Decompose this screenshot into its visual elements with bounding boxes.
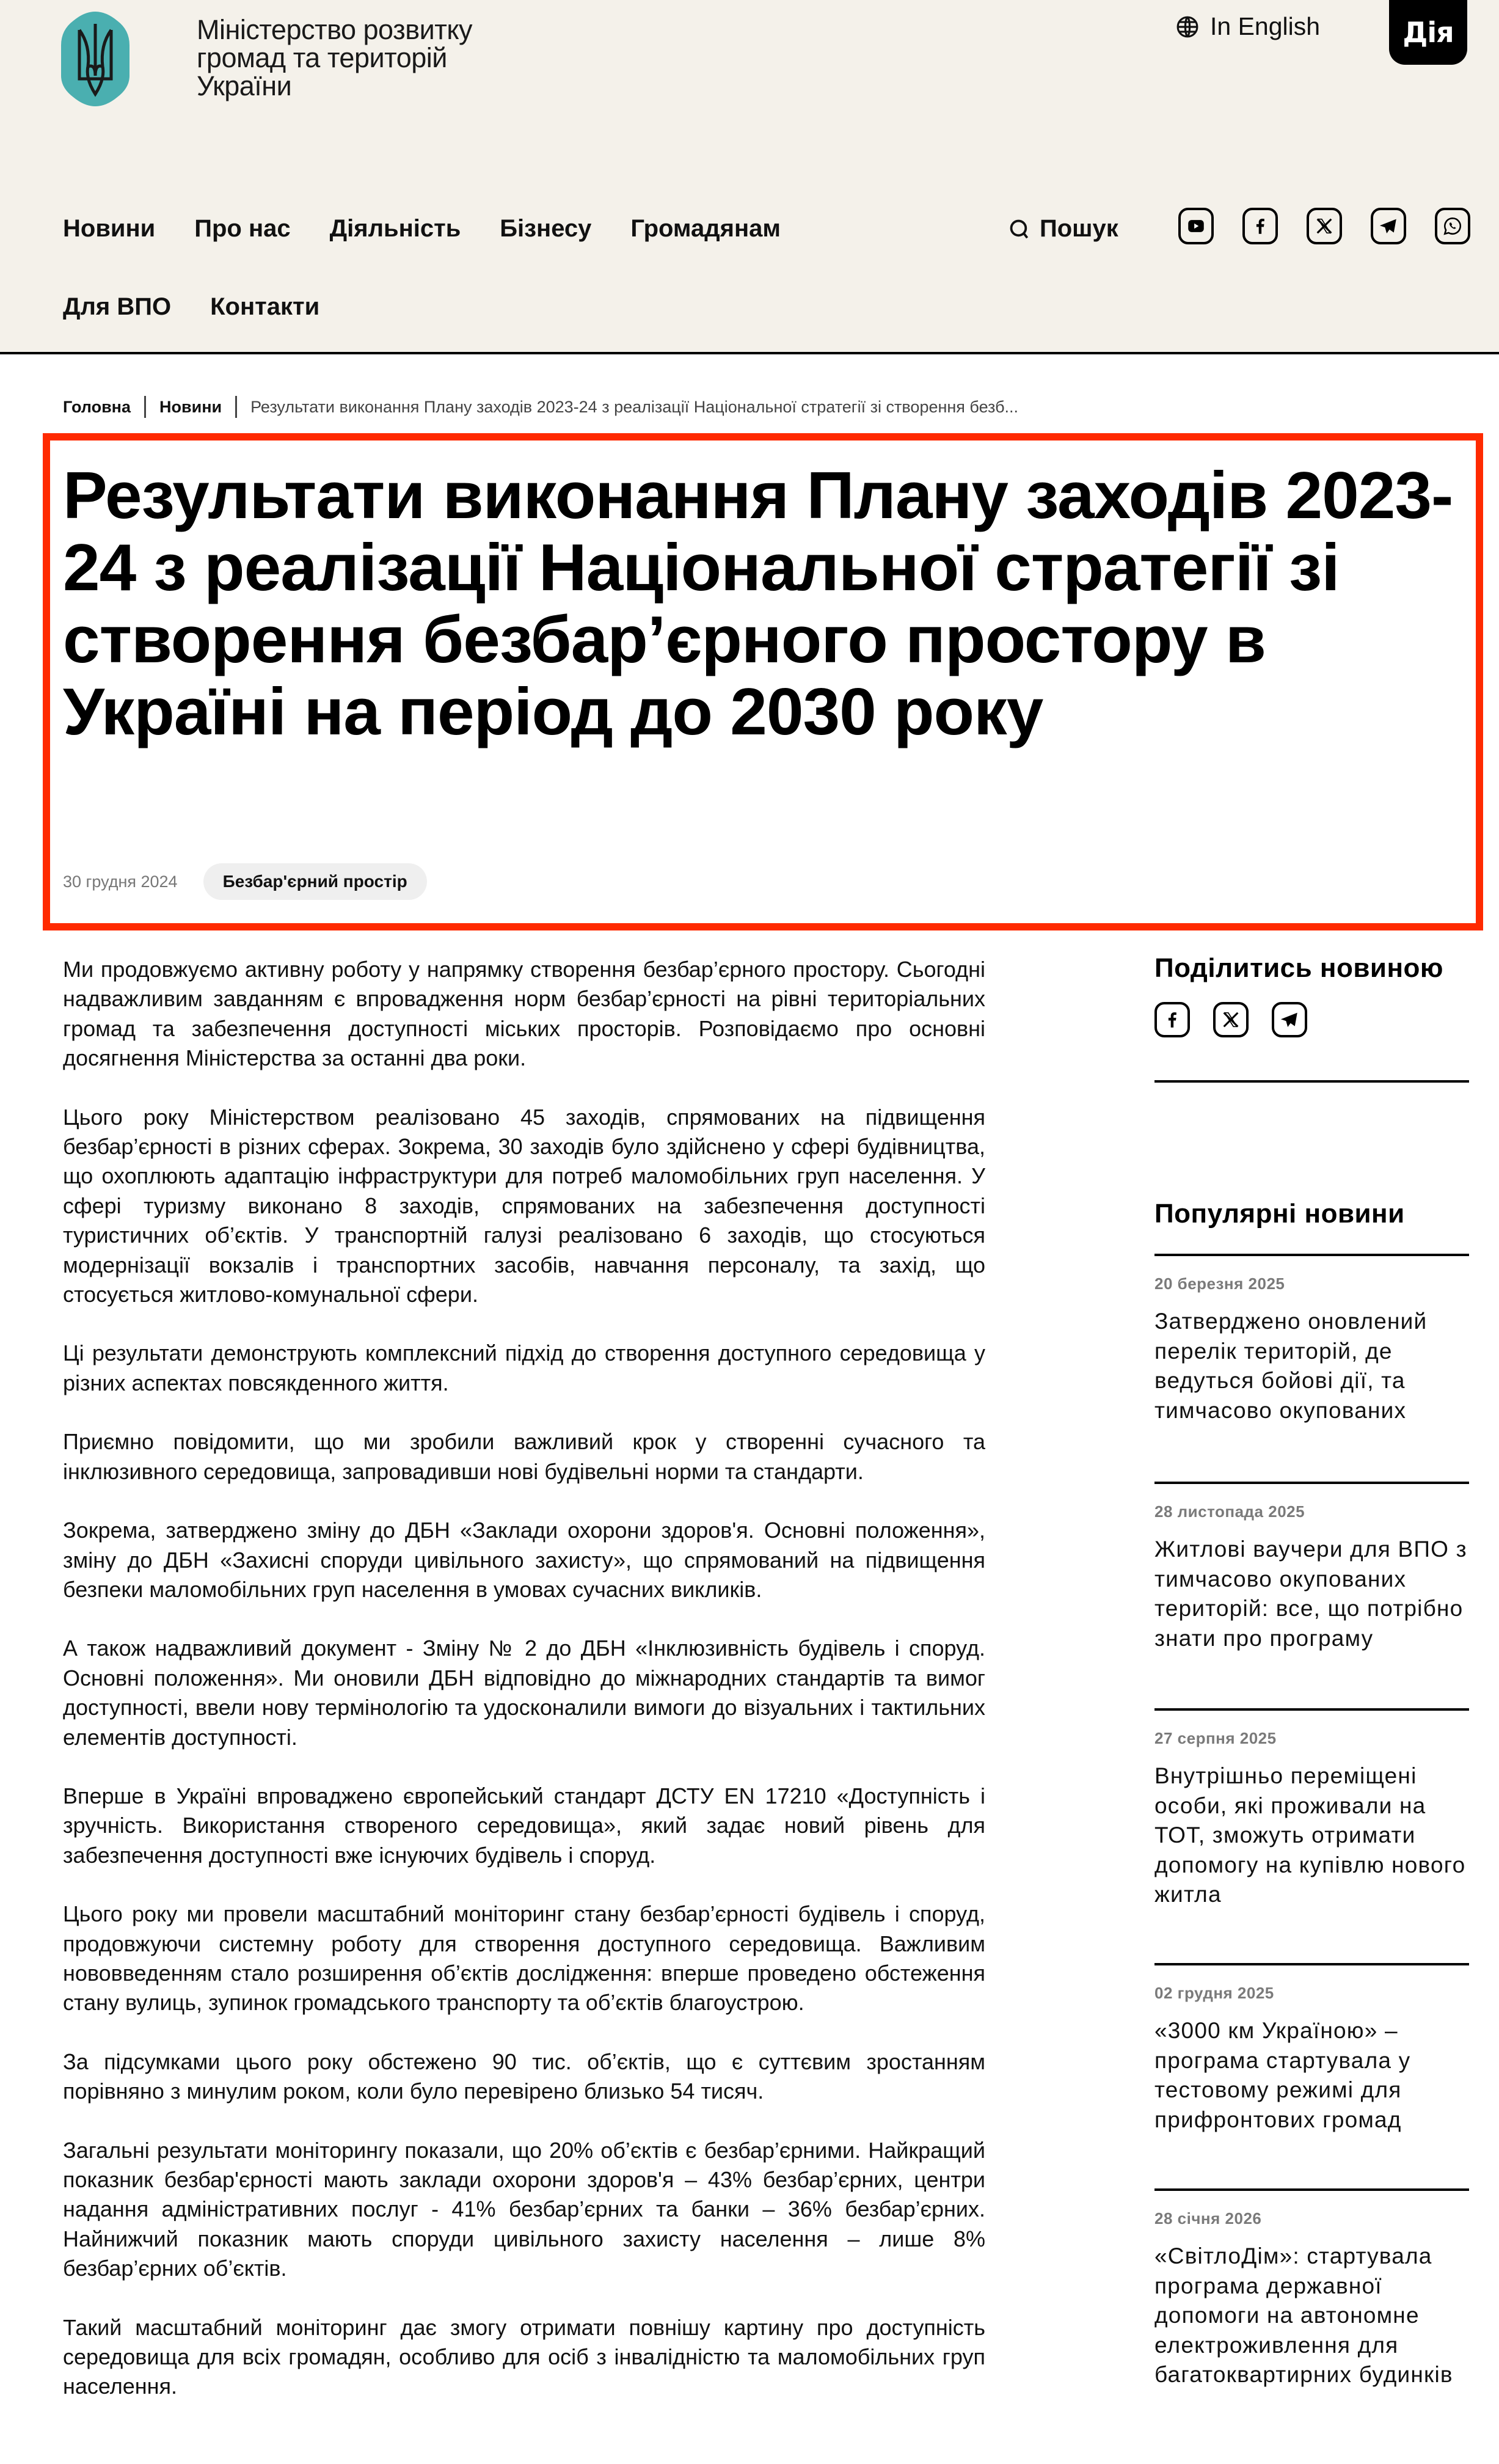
news-date: 20 березня 2025 [1154,1274,1285,1293]
youtube-link[interactable] [1178,208,1214,244]
share-telegram-button[interactable] [1272,1002,1307,1037]
article-paragraph: Загальні результати моніторингу показали, що 20% об’єктів є безбар’єрними. Найкращий показник безбар'єрності мають заклади охорони здоров'я – 43% безбар’єрних, центри надання адміністративних послуг - 41% безбар’єрних та банки – 36% безбар’єрних. Найнижчий показник мають споруди цивільного захисту населення – лише 8% безбар’єрних об’єктів. [63,2137,985,2281]
breadcrumb-separator [235,396,237,418]
article-paragraph: А також надважливий документ - Зміну № 2 до ДБН «Інклюзивність будівель і споруд. Основні положення». Ми оновили ДБН відповідно до міжнародних стандартів та вимог доступності, ввели нову термінологію та удосконалили вимоги до візуальних і тактильних елементів доступності. [63,1636,985,1750]
ministry-logo-trident-icon[interactable] [61,2,129,110]
whatsapp-icon [1442,216,1463,236]
facebook-icon [1162,1009,1183,1030]
article-paragraph: За підсумками цього року обстежено 90 тис. об’єктів, що є суттєвим зростанням порівняно з минулим роком, коли було перевірено близько 54 тисяч. [63,2049,985,2104]
news-item[interactable] [1154,2191,1469,2390]
nav-item-news[interactable]: Новини [63,215,156,242]
globe-icon [1176,15,1199,38]
article-paragraph: Ми продовжуємо активну роботу у напрямку створення безбар’єрного простору. Сьогодні надважливим завданням є впровадження норм безбар’єрності на рівні територіальних громад та забезпечення доступності міських просторів. Розповідаємо про основні досягнення Міністерства за останні два роки. [63,957,985,1071]
telegram-icon [1279,1009,1300,1030]
nav-item-idp[interactable]: Для ВПО [63,293,172,320]
language-switch[interactable] [1176,12,1320,41]
news-title-link[interactable]: «3000 км Україною» – програма стартувала у тестовому режимі для прифронтових громад [1154,2018,1411,2132]
news-item[interactable] [1154,1484,1469,1708]
breadcrumb-separator [144,396,146,418]
article-paragraph: Приємно повідомити, що ми зробили важливий крок у створенні сучасного та інклюзивного середовища, запровадивши нові будівельні норми та стандарти. [63,1429,985,1484]
news-title-link[interactable]: «СвітлоДім»: стартувала програма державної допомоги на автономне електроживлення для багатоквартирних будинків [1154,2243,1453,2387]
news-date: 02 грудня 2025 [1154,1984,1274,2002]
article-paragraph: Цього року ми провели масштабний моніторинг стану безбар’єрності будівель і споруд, продовжуючи системну роботу для створення доступного середовища. Важливим нововведенням стало розширення об’єктів дослідження: вперше проведено обстеження стану вулиць, зупинок громадського транспорту та об’єктів благоустрою. [63,1901,985,2016]
org-name[interactable]: Міністерство розвитку громад та територій України [197,14,473,101]
page-title: Результати виконання Плану заходів 2023-24 з реалізації Національної стратегії зі створення безбар’єрного простору в Україні на період до 2030 року [63,458,1453,749]
news-date: 28 листопада 2025 [1154,1502,1305,1521]
share-title: Поділитись новиною [1154,953,1443,983]
popular-news-title: Популярні новини [1154,1199,1405,1229]
diia-button[interactable]: Дія [1389,0,1467,65]
breadcrumb-current: Результати виконання Плану заходів 2023-24 з реалізації Національної стратегії зі створення безб... [250,397,1019,416]
share-x-button[interactable] [1213,1002,1249,1037]
site-header [0,0,1499,354]
news-date: 27 серпня 2025 [1154,1729,1277,1747]
share-buttons [1154,1002,1469,1037]
share-facebook-button[interactable] [1154,1002,1190,1037]
header-socials [1178,208,1470,244]
x-link[interactable] [1307,208,1342,244]
breadcrumb-news[interactable]: Новини [159,397,222,416]
whatsapp-link[interactable] [1435,208,1470,244]
article-meta [63,863,427,900]
nav-item-citizens[interactable]: Громадянам [630,215,781,242]
x-icon [1314,216,1335,236]
sidebar [1154,953,1469,2390]
breadcrumb-home[interactable]: Головна [63,397,131,416]
nav-item-contacts[interactable]: Контакти [210,293,320,320]
telegram-icon [1378,216,1399,236]
news-item[interactable] [1154,1965,1469,2188]
x-icon [1220,1009,1241,1030]
language-label: In English [1210,12,1321,40]
search-button[interactable] [1008,215,1118,243]
news-title-link[interactable]: Внутрішньо переміщені особи, які проживали на ТОТ, зможуть отримати допомогу на купівлю нового житла [1154,1763,1466,1907]
divider [1154,1080,1469,1083]
article-date: 30 грудня 2024 [63,872,178,891]
search-icon [1008,218,1031,241]
news-title-link[interactable]: Житлові ваучери для ВПО з тимчасово окупованих територій: все, що потрібно знати про програму [1154,1537,1467,1651]
article-paragraph: Зокрема, затверджено зміну до ДБН «Заклади охорони здоров'я. Основні положення», зміну до ДБН «Захисні споруди цивільного захисту», що спрямований на підвищення безпеки маломобільних груп населення в умовах сучасних викликів. [63,1518,985,1602]
nav-item-about[interactable]: Про нас [194,215,291,242]
news-date: 28 січня 2026 [1154,2209,1262,2228]
article-paragraph: Вперше в Україні впроваджено європейський стандарт ДСТУ EN 17210 «Доступність і зручність. Використання створеного середовища», який задає новий рівень для забезпечення доступності вже існуючих будівель і споруд. [63,1783,985,1868]
main-nav [63,215,820,243]
article-tag[interactable]: Безбар'єрний простір [203,863,427,900]
article-paragraph: Ці результати демонструють комплексний підхід до створення доступного середовища у різних аспектах повсякденного життя. [63,1340,985,1395]
news-item[interactable] [1154,1256,1469,1482]
telegram-link[interactable] [1371,208,1406,244]
main-nav-row2 [63,293,359,321]
facebook-link[interactable] [1242,208,1278,244]
facebook-icon [1250,216,1271,236]
news-title-link[interactable]: Затверджено оновлений перелік територій, де ведуться бойові дії, та тимчасово окупованих [1154,1309,1428,1423]
news-item[interactable] [1154,1711,1469,1963]
article-paragraph: Такий масштабний моніторинг дає змогу отримати повнішу картину про доступність середовища для всіх громадян, особливо для осіб з інвалідністю та маломобільних груп населення. [63,2314,985,2399]
search-label: Пошук [1040,215,1118,242]
youtube-icon [1186,216,1206,236]
article-body [63,955,985,2431]
nav-item-activity[interactable]: Діяльність [329,215,461,242]
breadcrumb [63,396,1018,418]
article-paragraph: Цього року Міністерством реалізовано 45 заходів, спрямованих на підвищення безбар’єрності в різних сферах. Зокрема, 30 заходів було здійснено у сфері будівництва, що охоплюють адаптацію інфраструктури для потреб маломобільних груп населення. У сфері туризму виконано 8 заходів, спрямованих на забезпечення доступності туристичних об’єктів. У транспортній галузі реалізовано 6 заходів, що стосуються модернізації вокзалів і транспортних засобів, навчання персоналу, та захід, що стосується житлово-комунальної сфери. [63,1104,985,1307]
nav-item-business[interactable]: Бізнесу [500,215,592,242]
